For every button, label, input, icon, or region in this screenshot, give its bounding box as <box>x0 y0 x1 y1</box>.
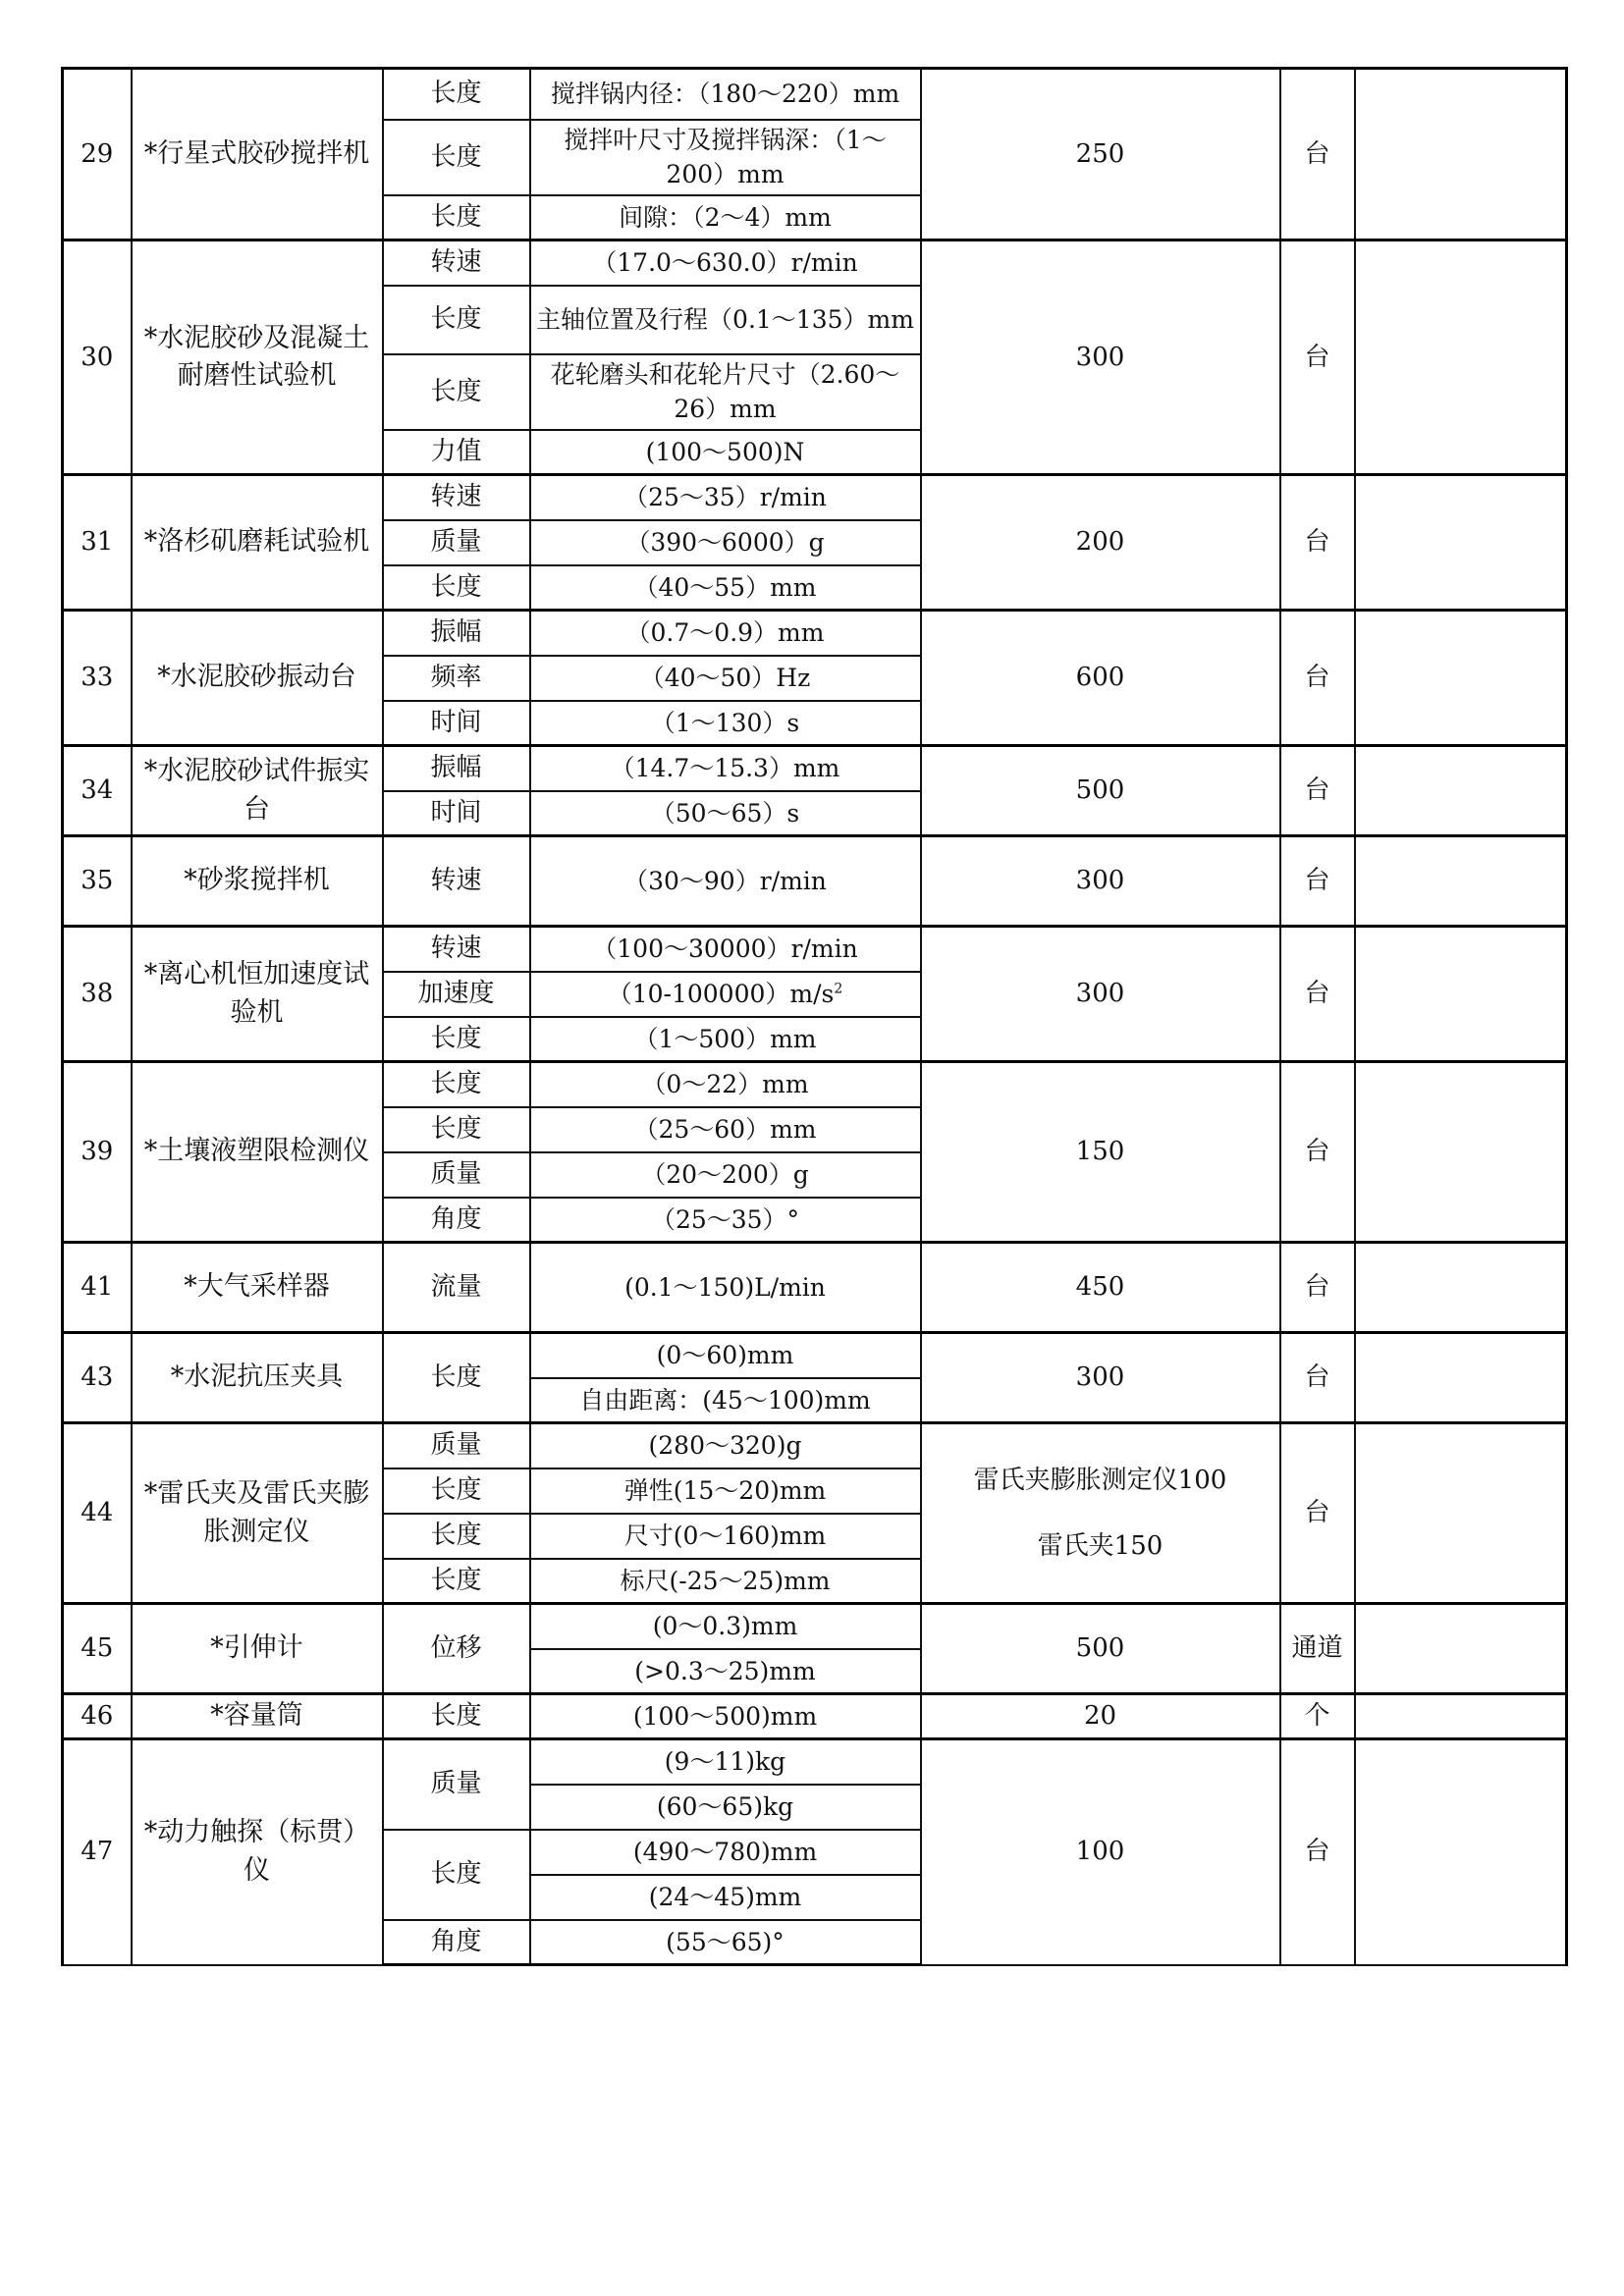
range-text: (0.1～150)L/min <box>624 1272 826 1302</box>
table-row <box>63 836 1567 927</box>
measurement-range <box>530 1468 921 1514</box>
range-text: 主轴位置及行程（0.1～135）mm <box>536 304 914 334</box>
range-text: (100～500)mm <box>632 1701 818 1731</box>
table-row <box>63 1333 1567 1378</box>
item-number: 38 <box>63 927 132 1062</box>
table-row <box>63 1423 1567 1468</box>
unit: 台 <box>1280 1739 1355 1965</box>
remarks-cell <box>1355 1333 1567 1423</box>
parameter-name: 质量 <box>383 520 530 565</box>
unit: 台 <box>1280 1423 1355 1604</box>
quantity: 300 <box>921 1333 1280 1423</box>
range-text: （1～500）mm <box>633 1024 817 1053</box>
item-number: 34 <box>63 746 132 836</box>
range-text: （0.7～0.9）mm <box>625 618 825 647</box>
parameter-name: 长度 <box>383 120 530 195</box>
equipment-name: *行星式胶砂搅拌机 <box>132 69 383 240</box>
range-text: 标尺(-25～25)mm <box>620 1566 831 1595</box>
quantity: 300 <box>921 836 1280 927</box>
range-text: （17.0～630.0）r/min <box>592 248 858 277</box>
unit: 台 <box>1280 927 1355 1062</box>
measurement-range <box>530 1423 921 1468</box>
unit: 个 <box>1280 1694 1355 1739</box>
measurement-range <box>530 1378 921 1423</box>
measurement-range <box>530 430 921 475</box>
item-number: 35 <box>63 836 132 927</box>
item-number: 41 <box>63 1243 132 1333</box>
remarks-cell <box>1355 611 1567 746</box>
equipment-name: *容量筒 <box>132 1694 383 1739</box>
parameter-name: 质量 <box>383 1423 530 1468</box>
quantity-line: 雷氏夹150 <box>1037 1530 1164 1561</box>
measurement-range <box>530 195 921 240</box>
measurement-range <box>530 1875 921 1920</box>
range-text: （50～65）s <box>650 798 800 828</box>
range-text: （30～90）r/min <box>623 866 827 895</box>
equipment-name: *土壤液塑限检测仪 <box>132 1062 383 1243</box>
measurement-range <box>530 836 921 927</box>
range-text: (60～65)kg <box>656 1791 794 1821</box>
range-text: （20～200）g <box>641 1159 809 1189</box>
measurement-range <box>530 354 921 430</box>
equipment-name: *动力触探（标贯）仪 <box>132 1739 383 1965</box>
measurement-range <box>530 475 921 520</box>
equipment-name: *雷氏夹及雷氏夹膨胀测定仪 <box>132 1423 383 1604</box>
equipment-name: *水泥抗压夹具 <box>132 1333 383 1423</box>
equipment-name: *洛杉矶磨耗试验机 <box>132 475 383 611</box>
parameter-name: 长度 <box>383 1062 530 1107</box>
measurement-range <box>530 791 921 836</box>
measurement-range <box>530 69 921 120</box>
parameter-name: 长度 <box>383 1017 530 1062</box>
quantity: 600 <box>921 611 1280 746</box>
range-text: 自由距离：(45～100)mm <box>579 1385 871 1415</box>
range-text: 搅拌锅内径：（180～220）mm <box>550 80 900 108</box>
parameter-name: 加速度 <box>383 972 530 1017</box>
measurement-range <box>530 1920 921 1965</box>
remarks-cell <box>1355 240 1567 475</box>
parameter-name: 流量 <box>383 1243 530 1333</box>
parameter-name: 频率 <box>383 656 530 701</box>
range-text: 花轮磨头和花轮片尺寸（2.60～26）mm <box>550 359 900 423</box>
parameter-name: 长度 <box>383 1559 530 1604</box>
unit: 台 <box>1280 746 1355 836</box>
remarks-cell <box>1355 1604 1567 1694</box>
equipment-name: *引伸计 <box>132 1604 383 1694</box>
item-number: 33 <box>63 611 132 746</box>
quantity: 500 <box>921 1604 1280 1694</box>
unit: 台 <box>1280 1333 1355 1423</box>
measurement-range <box>530 520 921 565</box>
parameter-name: 转速 <box>383 927 530 972</box>
remarks-cell <box>1355 1694 1567 1739</box>
parameter-name: 质量 <box>383 1152 530 1198</box>
range-text: (>0.3～25)mm <box>634 1656 816 1685</box>
item-number: 43 <box>63 1333 132 1423</box>
range-text: （0～22）mm <box>641 1070 809 1098</box>
parameter-name: 角度 <box>383 1920 530 1965</box>
parameter-name: 转速 <box>383 475 530 520</box>
remarks-cell <box>1355 927 1567 1062</box>
measurement-range <box>530 1107 921 1152</box>
parameter-name: 长度 <box>383 1830 530 1920</box>
measurement-range <box>530 656 921 701</box>
range-text: (55～65)° <box>666 1927 785 1956</box>
measurement-range <box>530 565 921 611</box>
measurement-range <box>530 701 921 746</box>
range-text: （390～6000）g <box>625 527 825 557</box>
range-text: 搅拌叶尺寸及搅拌锅深：（1～200）mm <box>564 125 887 188</box>
measurement-range <box>530 1604 921 1649</box>
range-text: (280～320)g <box>648 1431 802 1460</box>
remarks-cell <box>1355 69 1567 240</box>
range-text: (0～0.3)mm <box>652 1612 798 1640</box>
item-number: 39 <box>63 1062 132 1243</box>
measurement-range <box>530 240 921 286</box>
range-text: (0～60)mm <box>656 1341 794 1369</box>
item-number: 29 <box>63 69 132 240</box>
parameter-name: 长度 <box>383 286 530 354</box>
measurement-range <box>530 1017 921 1062</box>
superscript: 2 <box>834 981 843 997</box>
equipment-name: *大气采样器 <box>132 1243 383 1333</box>
parameter-name: 长度 <box>383 354 530 430</box>
table-row <box>63 1604 1567 1649</box>
parameter-name: 长度 <box>383 1468 530 1514</box>
table-row <box>63 69 1567 120</box>
range-text: 间隙：（2～4）mm <box>619 202 832 232</box>
remarks-cell <box>1355 1243 1567 1333</box>
quantity: 300 <box>921 927 1280 1062</box>
table-row <box>63 1694 1567 1739</box>
range-text: （14.7～15.3）mm <box>610 754 840 782</box>
equipment-name: *砂浆搅拌机 <box>132 836 383 927</box>
table-row <box>63 746 1567 791</box>
parameter-name: 长度 <box>383 195 530 240</box>
range-text: 尺寸(0～160)mm <box>623 1521 827 1550</box>
parameter-name: 振幅 <box>383 746 530 791</box>
quantity: 20 <box>921 1694 1280 1739</box>
parameter-name: 长度 <box>383 1333 530 1423</box>
range-text: （25～35）° <box>650 1204 800 1234</box>
range-text: (490～780)mm <box>632 1837 818 1866</box>
quantity: 250 <box>921 69 1280 240</box>
quantity: 300 <box>921 240 1280 475</box>
range-text: (24～45)mm <box>648 1882 802 1911</box>
remarks-cell <box>1355 746 1567 836</box>
parameter-name: 长度 <box>383 69 530 120</box>
parameter-name: 位移 <box>383 1604 530 1694</box>
equipment-name: *水泥胶砂振动台 <box>132 611 383 746</box>
item-number: 47 <box>63 1739 132 1965</box>
remarks-cell <box>1355 1739 1567 1965</box>
remarks-cell <box>1355 475 1567 611</box>
equipment-name: *离心机恒加速度试验机 <box>132 927 383 1062</box>
item-number: 45 <box>63 1604 132 1694</box>
unit: 台 <box>1280 1062 1355 1243</box>
unit: 台 <box>1280 475 1355 611</box>
table-row <box>63 240 1567 286</box>
measurement-range <box>530 1333 921 1378</box>
equipment-name: *水泥胶砂试件振实台 <box>132 746 383 836</box>
range-text: （10-100000）m/s <box>607 979 835 1008</box>
range-text: 弹性(15～20)mm <box>623 1475 827 1505</box>
measurement-range <box>530 120 921 195</box>
parameter-name: 长度 <box>383 565 530 611</box>
parameter-name: 长度 <box>383 1107 530 1152</box>
measurement-range <box>530 1739 921 1785</box>
parameter-name: 转速 <box>383 836 530 927</box>
measurement-range <box>530 1062 921 1107</box>
quantity: 500 <box>921 746 1280 836</box>
quantity: 200 <box>921 475 1280 611</box>
quantity: 100 <box>921 1739 1280 1965</box>
range-text: （40～55）mm <box>633 572 817 602</box>
measurement-range <box>530 927 921 972</box>
measurement-range <box>530 1830 921 1875</box>
remarks-cell <box>1355 1423 1567 1604</box>
measurement-range <box>530 611 921 656</box>
measurement-range <box>530 1198 921 1243</box>
range-text: (100～500)N <box>645 437 805 466</box>
parameter-name: 质量 <box>383 1739 530 1830</box>
unit: 台 <box>1280 69 1355 240</box>
measurement-range <box>530 1785 921 1830</box>
measurement-range <box>530 1514 921 1559</box>
table-row <box>63 927 1567 972</box>
unit: 台 <box>1280 240 1355 475</box>
measurement-range <box>530 746 921 791</box>
measurement-range <box>530 1694 921 1739</box>
quantity: 450 <box>921 1243 1280 1333</box>
table-row <box>63 475 1567 520</box>
range-text: （25～60）mm <box>633 1114 817 1144</box>
quantity-line: 雷氏夹膨胀测定仪100 <box>973 1465 1227 1495</box>
parameter-name: 振幅 <box>383 611 530 656</box>
parameter-name: 长度 <box>383 1514 530 1559</box>
remarks-cell <box>1355 836 1567 927</box>
range-text: （25～35）r/min <box>623 483 827 511</box>
unit: 通道 <box>1280 1604 1355 1694</box>
remarks-cell <box>1355 1062 1567 1243</box>
parameter-name: 长度 <box>383 1694 530 1739</box>
item-number: 31 <box>63 475 132 611</box>
unit: 台 <box>1280 1243 1355 1333</box>
measurement-range <box>530 286 921 354</box>
range-text: (9～11)kg <box>664 1747 786 1776</box>
table-row <box>63 1739 1567 1785</box>
measurement-range <box>530 972 921 1017</box>
measurement-range <box>530 1559 921 1604</box>
table-row <box>63 611 1567 656</box>
range-text: （1～130）s <box>650 708 800 737</box>
table-row <box>63 1062 1567 1107</box>
parameter-name: 力值 <box>383 430 530 475</box>
parameter-name: 角度 <box>383 1198 530 1243</box>
equipment-name: *水泥胶砂及混凝土耐磨性试验机 <box>132 240 383 475</box>
unit: 台 <box>1280 836 1355 927</box>
quantity <box>921 1423 1280 1604</box>
quantity: 150 <box>921 1062 1280 1243</box>
table-row <box>63 1243 1567 1333</box>
parameter-name: 时间 <box>383 701 530 746</box>
equipment-table <box>61 67 1568 1966</box>
parameter-name: 转速 <box>383 240 530 286</box>
item-number: 44 <box>63 1423 132 1604</box>
range-text: （100～30000）r/min <box>592 934 858 963</box>
measurement-range <box>530 1243 921 1333</box>
item-number: 46 <box>63 1694 132 1739</box>
measurement-range <box>530 1649 921 1694</box>
parameter-name: 时间 <box>383 791 530 836</box>
measurement-range <box>530 1152 921 1198</box>
range-text: （40～50）Hz <box>639 663 811 692</box>
unit: 台 <box>1280 611 1355 746</box>
item-number: 30 <box>63 240 132 475</box>
